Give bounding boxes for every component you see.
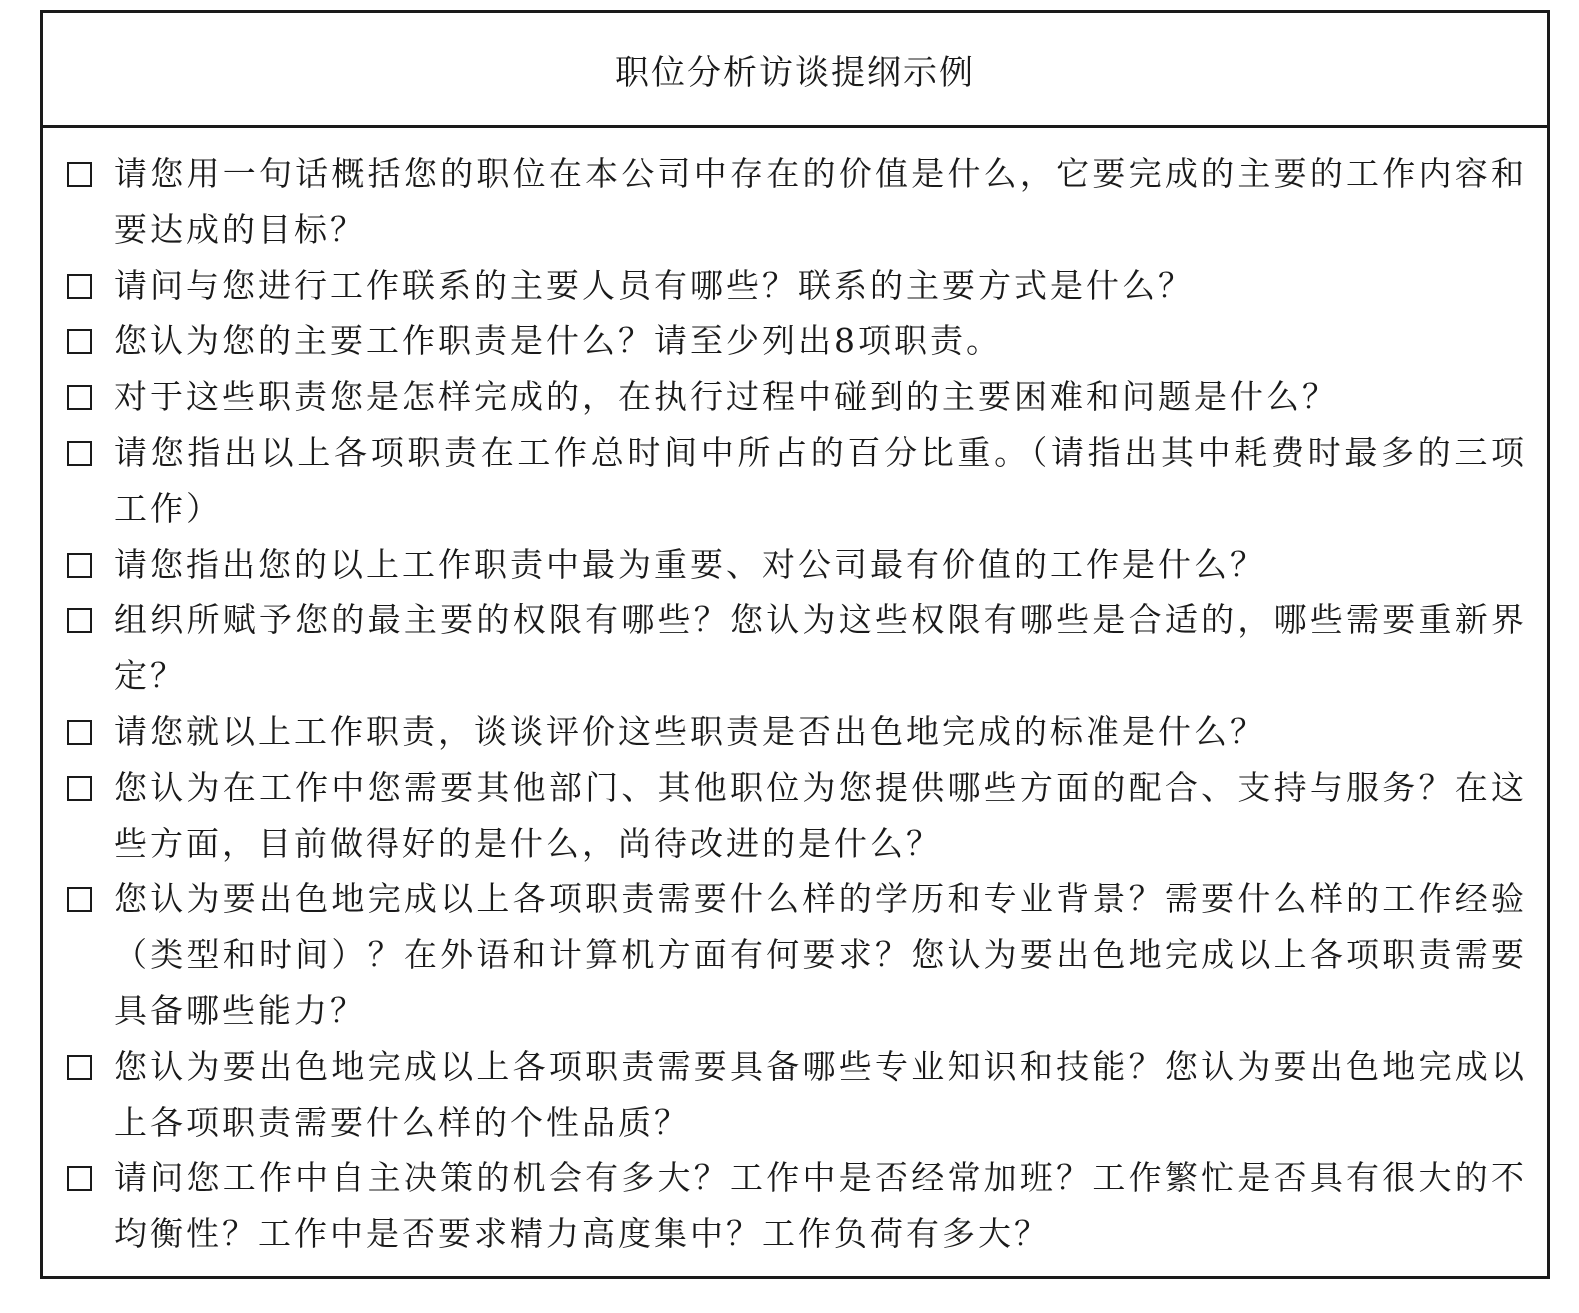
list-item: [67, 871, 1527, 1038]
list-item: [67, 313, 1527, 369]
checkbox[interactable]: [67, 776, 92, 801]
list-item: [67, 146, 1527, 258]
question-text: 请您指出以上各项职责在工作总时间中所占的百分比重。（请指出其中耗费时最多的三项工作）: [114, 432, 1527, 528]
question-text: 对于这些职责您是怎样完成的，在执行过程中碰到的主要困难和问题是什么？: [114, 377, 1338, 417]
list-item: [67, 1150, 1527, 1262]
list-item: [67, 425, 1527, 537]
question-text: 请问您工作中自主决策的机会有多大？工作中是否经常加班？工作繁忙是否具有很大的不均衡性？工作中是否要求精力高度集中？工作负荷有多大？: [114, 1158, 1527, 1254]
checkbox[interactable]: [67, 329, 92, 354]
checkbox[interactable]: [67, 720, 92, 745]
question-text: 请问与您进行工作联系的主要人员有哪些？联系的主要方式是什么？: [114, 265, 1194, 305]
checkbox[interactable]: [67, 1055, 92, 1080]
table-title: 职位分析访谈提纲示例: [43, 13, 1547, 128]
checkbox[interactable]: [67, 1166, 92, 1191]
checkbox[interactable]: [67, 608, 92, 633]
list-item: [67, 760, 1527, 872]
question-text: 请您指出您的以上工作职责中最为重要、对公司最有价值的工作是什么？: [114, 544, 1266, 584]
list-item: [67, 537, 1527, 593]
question-text: 您认为您的主要工作职责是什么？请至少列出8项职责。: [114, 321, 1002, 361]
list-item: [67, 592, 1527, 704]
question-text: 请您用一句话概括您的职位在本公司中存在的价值是什么，它要完成的主要的工作内容和要达成的目标？: [114, 154, 1527, 249]
question-text: 您认为要出色地完成以上各项职责需要什么样的学历和专业背景？需要什么样的工作经验（类型和时间）？在外语和计算机方面有何要求？您认为要出色地完成以上各项职责需要具备哪些能力？: [114, 879, 1527, 1030]
list-item: [67, 704, 1527, 760]
question-text: 您认为要出色地完成以上各项职责需要具备哪些专业知识和技能？您认为要出色地完成以上各项职责需要什么样的个性品质？: [114, 1046, 1527, 1142]
list-item: [67, 258, 1527, 314]
checkbox[interactable]: [67, 887, 92, 912]
question-text: 请您就以上工作职责，谈谈评价这些职责是否出色地完成的标准是什么？: [114, 711, 1266, 751]
question-list: [43, 128, 1547, 1262]
checkbox[interactable]: [67, 162, 92, 187]
checkbox[interactable]: [67, 553, 92, 578]
question-text: 您认为在工作中您需要其他部门、其他职位为您提供哪些方面的配合、支持与服务？在这些方面，目前做得好的是什么，尚待改进的是什么？: [114, 767, 1527, 863]
list-item: [67, 369, 1527, 425]
interview-outline-table: [40, 10, 1550, 1279]
list-item: [67, 1039, 1527, 1151]
question-text: 组织所赋予您的最主要的权限有哪些？您认为这些权限有哪些是合适的，哪些需要重新界定？: [114, 600, 1527, 696]
checkbox[interactable]: [67, 441, 92, 466]
checkbox[interactable]: [67, 274, 92, 299]
checkbox[interactable]: [67, 385, 92, 410]
